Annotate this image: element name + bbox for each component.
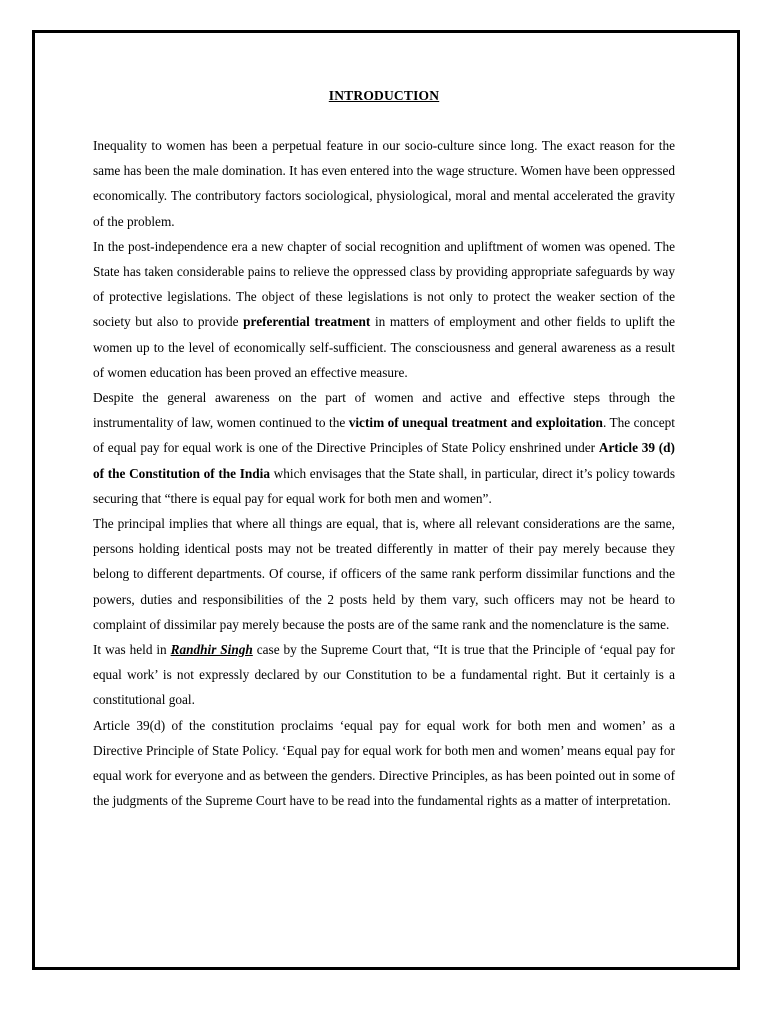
text-run: Despite the general awareness on the part of women and active and effective steps through the instrumentality of law, women continued to the bbox=[93, 390, 675, 431]
text-run: It was held in bbox=[93, 642, 171, 658]
paragraph-4: The principal implies that where all things are equal, that is, where all relevant considerations are the same, persons holding identical posts may not be treated differently in matter of their pay merely because they belong to different departments. Of course, if officers of the same rank perform dissimilar functions and the powers, duties and responsibilities of the 2 posts held by them vary, such officers may not be heard to complaint of dissimilar pay merely because the posts are of the same rank and the nomenclature is the same. bbox=[93, 516, 675, 632]
bold-phrase-article-39d: Article 39 (d) of the Constitution of the India bbox=[93, 440, 675, 481]
case-name-randhir-singh: Randhir Singh bbox=[170, 642, 253, 658]
page-title: INTRODUCTION bbox=[328, 88, 440, 103]
text-run: . The concept of equal pay for equal work is one of the Directive Principles of State Policy enshrined under bbox=[93, 415, 675, 456]
bold-phrase-preferential-treatment: preferential treatment bbox=[243, 314, 371, 330]
paragraph-1: Inequality to women has been a perpetual feature in our socio-culture since long. The exact reason for the same has been the male domination. It has even entered into the wage structure. Women have been oppressed economically. The contributory factors sociological, physiological, moral and mental accelerated the gravity of the problem. bbox=[93, 138, 675, 229]
document-body bbox=[93, 133, 675, 813]
paragraph-2 bbox=[93, 234, 675, 385]
text-run: which envisages that the State shall, in particular, direct it’s policy towards securing that “there is equal pay for equal work for both men and women”. bbox=[93, 465, 675, 506]
text-run: case by the Supreme Court that, “It is true that the Principle of ‘equal pay for equal work’ is not expressly declared by our Constitution to be a fundamental right. But it certainly is a constitutional goal. bbox=[93, 642, 675, 708]
paragraph-3 bbox=[93, 385, 675, 511]
text-run: in matters of employment and other fields to uplift the women up to the level of economically self-sufficient. The consciousness and general awareness as a result of women education has been proved an effective measure. bbox=[93, 314, 676, 380]
paragraph-6: Article 39(d) of the constitution proclaims ‘equal pay for equal work for both men and women’ as a Directive Principle of State Policy. ‘Equal pay for equal work for both men and women’ means equal pay for equal work for everyone and as between the genders. Directive Principles, as has been pointed out in some of the judgments of the Supreme Court have to be read into the fundamental rights as a matter of interpretation. bbox=[93, 717, 675, 809]
paragraph-5 bbox=[93, 637, 675, 713]
text-run: In the post-independence era a new chapter of social recognition and upliftment of women was opened. The State has taken considerable pains to relieve the oppressed class by providing appropriate safeguards by way of protective legislations. The object of these legislations is not only to protect the weaker section of the society but also to provide bbox=[93, 238, 675, 330]
bold-phrase-victim: victim of unequal treatment and exploitation bbox=[348, 415, 603, 431]
